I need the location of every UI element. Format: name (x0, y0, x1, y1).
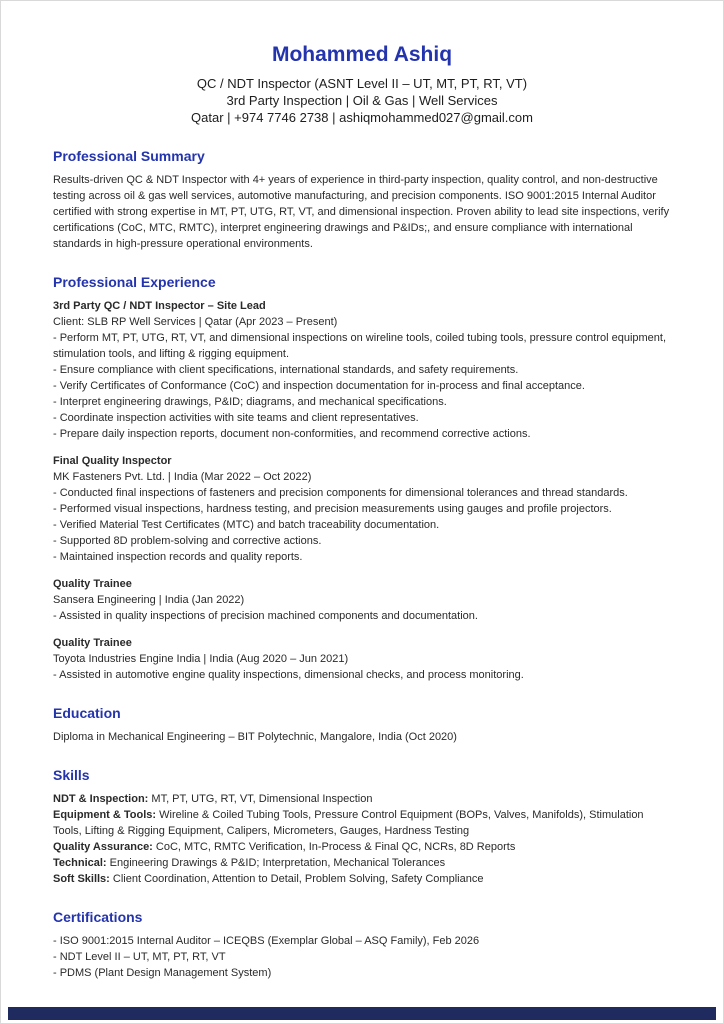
job-meta: Sansera Engineering | India (Jan 2022) (53, 594, 245, 606)
job-title: Quality Trainee (53, 578, 132, 590)
skill-line (53, 839, 671, 855)
experience-heading: Professional Experience (53, 274, 216, 290)
education-text: Diploma in Mechanical Engineering – BIT Polytechnic, Mangalore, India (Oct 2020) (53, 731, 457, 743)
job-title: 3rd Party QC / NDT Inspector – Site Lead (53, 300, 266, 312)
bullet: - Supported 8D problem-solving and corrective actions. (53, 535, 322, 547)
bullet: - Verify Certificates of Conformance (CoC) and inspection documentation for in-process and final acceptance. (53, 380, 585, 392)
job-meta: Toyota Industries Engine India | India (Aug 2020 – Jun 2021) (53, 653, 349, 665)
bullet: - Perform MT, PT, UTG, RT, VT, and dimensional inspections on wireline tools, coiled tubing tools, pressure control equipment, stimulation tools, and lifting & rigging equipment. (53, 332, 667, 360)
bullet: - Coordinate inspection activities with site teams and client representatives. (53, 412, 419, 424)
skill-label: Quality Assurance: (53, 841, 153, 853)
education-heading: Education (53, 705, 121, 721)
specialty-line: 3rd Party Inspection | Oil & Gas | Well Services (226, 93, 498, 108)
bullet: - Ensure compliance with client specifications, international standards, and safety requirements. (53, 364, 519, 376)
skill-text: CoC, MTC, RMTC Verification, In-Process & Final QC, NCRs, 8D Reports (152, 841, 516, 853)
experience-section (53, 274, 671, 683)
skill-line (53, 807, 671, 839)
resume-header (53, 43, 671, 126)
bullet: - Maintained inspection records and quality reports. (53, 551, 303, 563)
bullet: - Assisted in quality inspections of precision machined components and documentation. (53, 610, 478, 622)
footer-accent-bar (8, 1007, 716, 1020)
job-entry (53, 453, 671, 565)
job-title: Quality Trainee (53, 637, 132, 649)
certification-item: - ISO 9001:2015 Internal Auditor – ICEQBS (Exemplar Global – ASQ Family), Feb 2026 (53, 935, 480, 947)
skills-section (53, 767, 671, 887)
skill-label: Equipment & Tools: (53, 809, 157, 821)
job-title-line: QC / NDT Inspector (ASNT Level II – UT, MT, PT, RT, VT) (196, 76, 528, 91)
job-meta: Client: SLB RP Well Services | Qatar (Apr 2023 – Present) (53, 316, 338, 328)
job-entry (53, 635, 671, 683)
skill-line (53, 855, 671, 871)
skill-text: MT, PT, UTG, RT, VT, Dimensional Inspection (148, 793, 373, 805)
skill-line (53, 871, 671, 887)
bullet: - Conducted final inspections of fasteners and precision components for dimensional tolerances and thread standards. (53, 487, 628, 499)
job-title: Final Quality Inspector (53, 455, 172, 467)
contact-line: Qatar | +974 7746 2738 | ashiqmohammed027@gmail.com (191, 110, 533, 125)
bullet: - Verified Material Test Certificates (MTC) and batch traceability documentation. (53, 519, 440, 531)
skill-text: Client Coordination, Attention to Detail, Problem Solving, Safety Compliance (109, 873, 484, 885)
candidate-name: Mohammed Ashiq (271, 43, 453, 66)
bullet: - Performed visual inspections, hardness testing, and precision measurements using gauges and profile projectors. (53, 503, 612, 515)
certifications-section (53, 909, 671, 981)
certification-item: - PDMS (Plant Design Management System) (53, 967, 272, 979)
skill-text: Engineering Drawings & P&ID; Interpretation, Mechanical Tolerances (106, 857, 446, 869)
skill-label: Technical: (53, 857, 107, 869)
education-section (53, 705, 671, 745)
job-meta: MK Fasteners Pvt. Ltd. | India (Mar 2022 – Oct 2022) (53, 471, 312, 483)
summary-text: Results-driven QC & NDT Inspector with 4+ years of experience in third-party inspection, quality control, and non-destructive testing across oil & gas well services, automotive manufacturing, and precision components. ISO 9001:2015 Internal Auditor certified with strong expertise in MT, PT, UTG, RT, VT, and dimensional inspection. Proven ability to lead site inspections, verify certifications (CoC, MTC, RMTC), interpret engineering drawings and P&IDs;, and ensure compliance with international standards in high-pressure operational environments. (53, 174, 670, 250)
resume-content (1, 1, 723, 981)
summary-section (53, 148, 671, 252)
bullet: - Prepare daily inspection reports, document non-conformities, and recommend corrective actions. (53, 428, 531, 440)
job-entry (53, 576, 671, 624)
certifications-heading: Certifications (53, 909, 143, 925)
summary-heading: Professional Summary (53, 148, 205, 164)
bullet: - Assisted in automotive engine quality inspections, dimensional checks, and process monitoring. (53, 669, 524, 681)
skills-heading: Skills (53, 767, 90, 783)
skill-text: Wireline & Coiled Tubing Tools, Pressure Control Equipment (BOPs, Valves, Manifolds), Stimulation Tools, Lifting & Rigging Equipment, Calipers, Micrometers, Gauges, Hardness Testing (53, 809, 644, 837)
skill-label: NDT & Inspection: (53, 793, 149, 805)
skill-label: Soft Skills: (53, 873, 110, 885)
bullet: - Interpret engineering drawings, P&ID; diagrams, and mechanical specifications. (53, 396, 447, 408)
job-entry (53, 298, 671, 442)
certification-item: - NDT Level II – UT, MT, PT, RT, VT (53, 951, 226, 963)
skill-line (53, 791, 671, 807)
